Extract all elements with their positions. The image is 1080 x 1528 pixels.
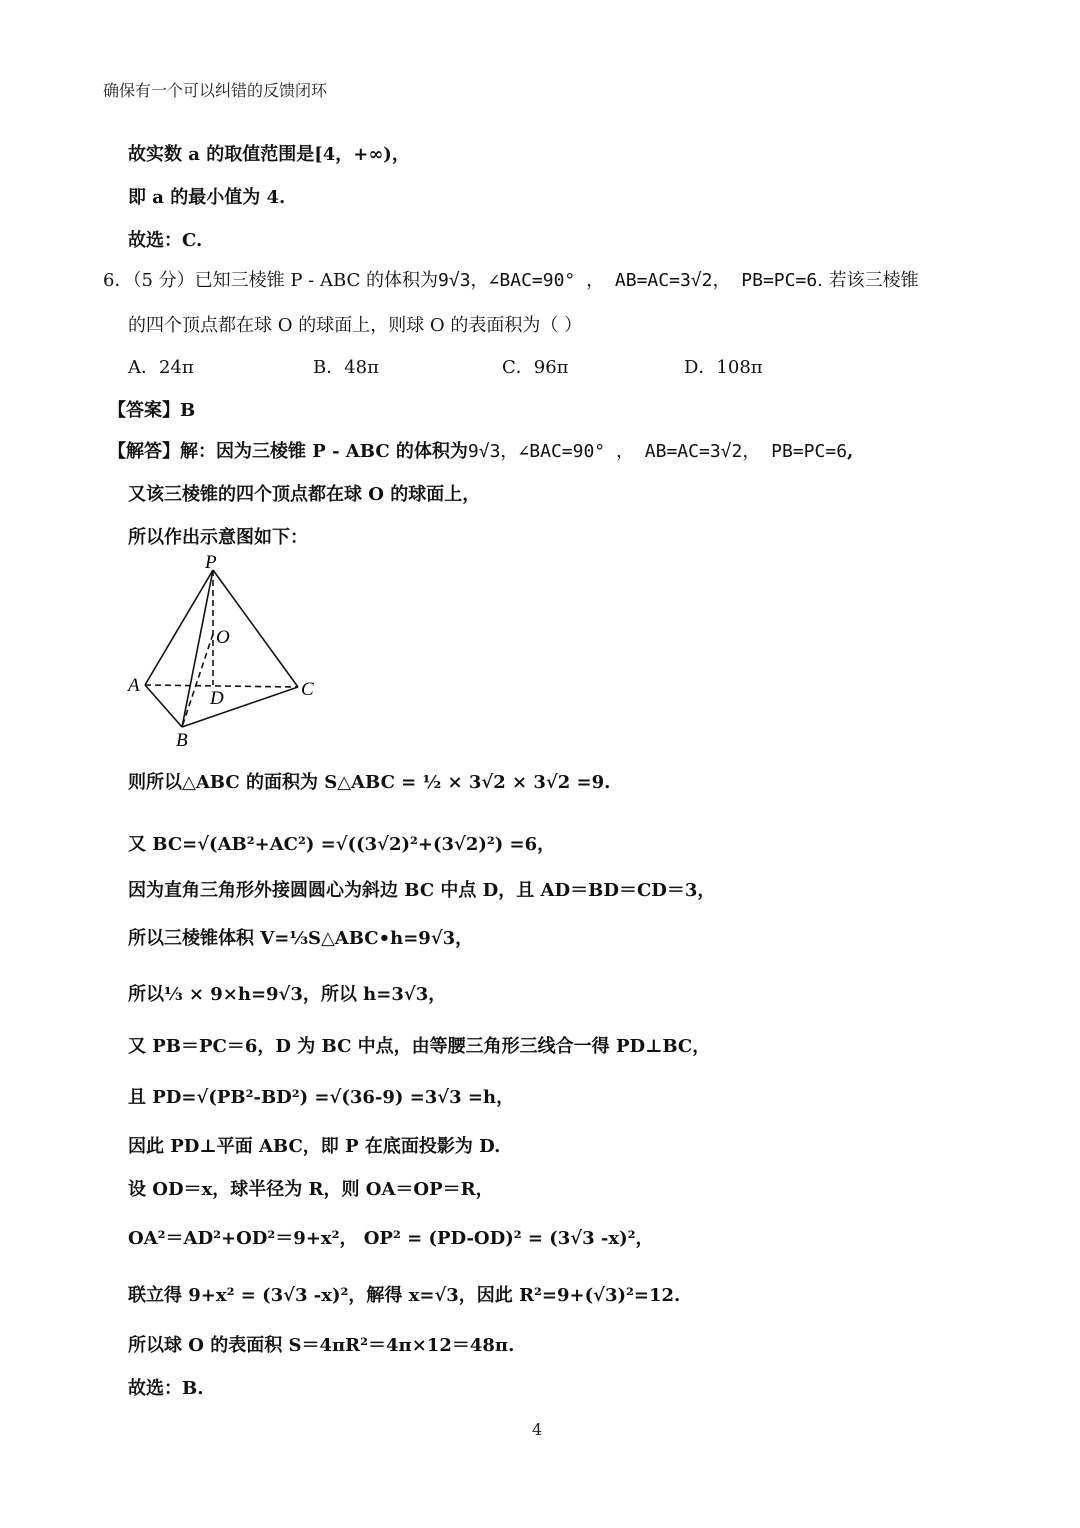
question-6-stem-tail: . 若该三棱锥 xyxy=(817,270,919,291)
solution-area-line: 则所以△ABC 的面积为 S△ABC = ½ × 3√2 × 3√2 =9. xyxy=(128,772,611,793)
text-line-choice: 故选：C. xyxy=(128,230,203,251)
solution-projection-line: 因此 PD⊥平面 ABC，即 P 在底面投影为 D. xyxy=(128,1136,501,1157)
solution-bc-line: 又 BC=√(AB²+AC²) =√((3√2)²+(3√2)²) =6， xyxy=(128,834,556,855)
solution-intro-tail: , xyxy=(847,441,854,462)
tetrahedron-figure xyxy=(120,552,330,752)
text-line-min: 即 a 的最小值为 4. xyxy=(128,187,286,208)
question-6-line-1 xyxy=(103,266,919,292)
option-d: D．108π xyxy=(684,357,763,378)
solution-line-3: 所以作出示意图如下： xyxy=(128,527,308,548)
solution-perpendicular-line: 又 PB＝PC＝6，D 为 BC 中点，由等腰三角形三线合一得 PD⊥BC， xyxy=(128,1036,711,1057)
edge-pa xyxy=(145,570,213,685)
solution-height-line: 所以⅓ × 9×h=9√3，所以 h=3√3， xyxy=(128,984,447,1005)
question-6-stem: 6．（5 分）已知三棱锥 P - ABC 的体积为 xyxy=(103,270,439,291)
answer-line: 【答案】B xyxy=(108,400,196,421)
solution-solve-line: 联立得 9+x² = (3√3 -x)²，解得 x=√3，因此 R²=9+(√3)²=12. xyxy=(128,1285,681,1306)
solution-equations-line: OA²＝AD²+OD²＝9+x²， OP² = (PD-OD)² = (3√3 -x)²， xyxy=(128,1228,654,1249)
label-p: P xyxy=(205,552,217,573)
solution-final-choice: 故选：B. xyxy=(128,1378,204,1399)
solution-radius-line: 设 OD＝x，球半径为 R，则 OA＝OP＝R， xyxy=(128,1179,494,1200)
label-c: C xyxy=(301,679,314,700)
solution-conditions: 9√3，∠BAC=90° ， AB=AC=3√2， PB=PC=6 xyxy=(467,441,848,462)
solution-volume-line: 所以三棱锥体积 V=⅓S△ABC•h=9√3， xyxy=(128,928,474,949)
solution-line-1 xyxy=(108,437,853,463)
label-d: D xyxy=(210,688,224,709)
page-number: 4 xyxy=(532,1420,543,1439)
edge-ac-hidden xyxy=(145,685,298,687)
text-line-range: 故实数 a 的取值范围是[4，+∞)， xyxy=(128,144,410,165)
page-header: 确保有一个可以纠错的反馈闭环 xyxy=(103,81,328,100)
question-6-line-2: 的四个顶点都在球 O 的球面上，则球 O 的表面积为（ ） xyxy=(128,315,583,336)
option-a: A．24π xyxy=(128,357,194,378)
solution-line-2: 又该三棱锥的四个顶点都在球 O 的球面上， xyxy=(128,484,481,505)
label-a: A xyxy=(128,675,140,696)
question-6-conditions: 9√3，∠BAC=90° ， AB=AC=3√2， PB=PC=6 xyxy=(438,270,818,291)
label-o: O xyxy=(216,627,230,648)
edge-bc xyxy=(182,687,298,727)
option-c: C．96π xyxy=(502,357,569,378)
solution-surface-area-line: 所以球 O 的表面积 S＝4πR²＝4π×12＝48π. xyxy=(128,1335,515,1356)
solution-pd-line: 且 PD=√(PB²-BD²) =√(36-9) =3√3 =h， xyxy=(128,1087,515,1108)
option-b: B．48π xyxy=(313,357,379,378)
edge-ab xyxy=(145,685,182,727)
solution-circumcenter-line: 因为直角三角形外接圆圆心为斜边 BC 中点 D，且 AD＝BD＝CD＝3， xyxy=(128,880,716,901)
label-b: B xyxy=(176,730,188,751)
solution-intro: 【解答】解：因为三棱锥 P - ABC 的体积为 xyxy=(108,441,468,462)
